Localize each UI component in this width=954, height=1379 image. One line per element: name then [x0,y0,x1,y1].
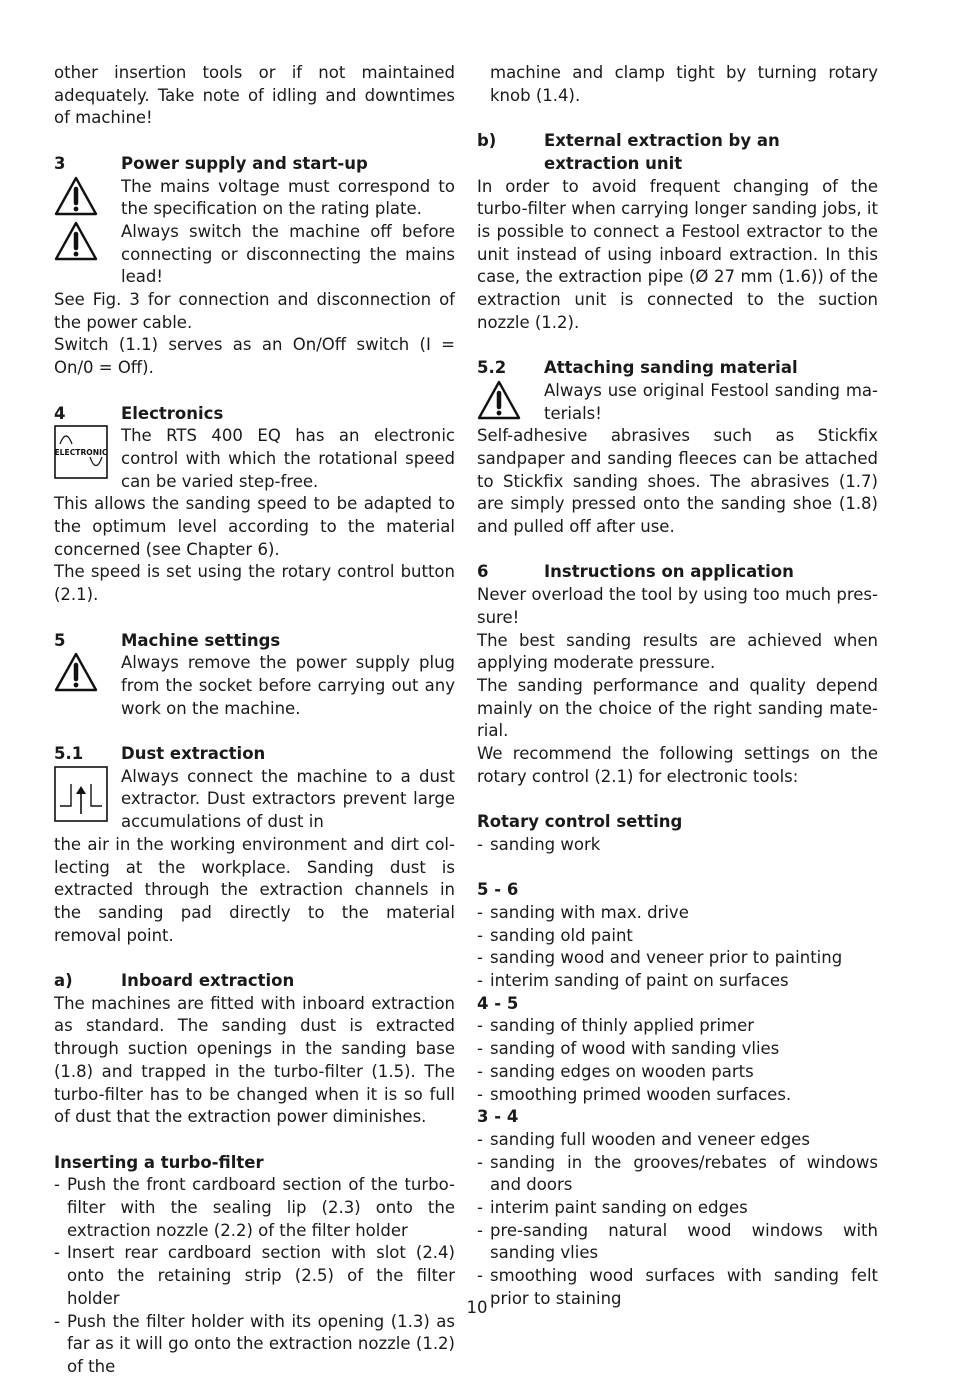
paragraph: See Fig. 3 for connection and disconnection of the power cable. [54,290,455,332]
section-title: Instructions on application [544,562,794,582]
list-item: - Push the front cardboard section of the turbo-filter with the sealing lip (2.3) onto the extraction nozzle (2.2) of the filter holder [54,1174,455,1242]
list-item: - sanding of wood with sanding vlies [477,1038,878,1061]
list-item: - sanding wood and veneer prior to painting [477,947,878,970]
section-6-heading [477,561,878,584]
paragraph: Always connect the machine to a dust extractor. Dust extractors prevent large accumulations of dust in [121,766,455,832]
section-title: Dust extraction [121,744,266,764]
section-3-heading [54,153,455,176]
list-item: - pre-sanding natural wood windows with sanding vlies [477,1220,878,1265]
paragraph: Switch (1.1) serves as an On/Off switch (I = On/0 = Off). [54,335,455,378]
list-item: - sanding old paint [477,925,878,948]
list-item: - sanding of thinly applied primer [477,1015,878,1038]
list-item: - sanding work [477,834,878,857]
warning-text: Always remove the power supply plug from the socket before carrying out any work on the machine. [121,653,455,718]
section-number: 5 [54,630,66,650]
setting-list [477,902,878,993]
electronic-icon [54,425,121,479]
left-column [54,62,455,1379]
warning-icon [54,221,121,261]
intro-text: other insertion tools or if not maintained adequately. Take note of idling and downtimes of machine! [54,63,455,128]
paragraph: The sanding performance and quality depend mainly on the choice of the right sanding material. [477,675,878,741]
electronic-block [54,425,455,493]
section-number: 5.1 [54,744,84,764]
list-item: - interim paint sanding on edges [477,1197,878,1220]
paragraph: The speed is set using the rotary control button (2.1). [54,562,455,605]
section-title: Machine settings [121,630,281,650]
section-5-heading [54,630,455,653]
section-title: Attaching sanding material [544,358,798,378]
list-item: - Push the filter holder with its opening (1.3) as far as it will go onto the extraction nozzle (1.2) of the [54,1311,455,1379]
list-item: - smoothing primed wooden surfaces. [477,1084,878,1107]
paragraph: This allows the sanding speed to be adapted to the optimum level according to the material concerned (see Chapter 6). [54,494,455,559]
section-b-heading [477,130,878,175]
continued-list-item: machine and clamp tight by turning rotary knob (1.4). [490,63,878,105]
setting-label: 5 - 6 [477,880,519,900]
section-number: 5.2 [477,358,507,378]
warning-block [54,221,455,289]
setting-label: 3 - 4 [477,1107,519,1127]
setting-list [477,1015,878,1106]
section-4-heading [54,403,455,426]
warning-icon [54,176,121,216]
subsection-title: Rotary control setting [477,812,683,832]
rotary-sub-list [477,834,878,857]
paragraph: Self-adhesive abrasives such as Stickfix sandpaper and sanding fleeces can be attached to Stickfix sanding shoes. The abrasives (1.7) are simply pressed onto the sanding shoe (1.8) and pulled off after use. [477,426,878,537]
section-title: Electronics [121,403,224,423]
dust-extraction-block [54,766,455,834]
section-title: Power supply and start-up [121,153,368,173]
paragraph: Never overload the tool by using too much pressure! [477,585,878,627]
section-number: 4 [54,403,66,423]
paragraph: The RTS 400 EQ has an electronic control with which the rotational speed can be varied step-free. [121,426,455,491]
right-column [477,62,878,1311]
section-a-heading [54,970,455,993]
section-number: b) [477,131,497,151]
setting-label: 4 - 5 [477,993,519,1013]
list-item: - Insert rear cardboard section with slot (2.4) onto the retaining strip (2.5) of the filter holder [54,1242,455,1310]
page-number: 10 [466,1298,488,1317]
insert-steps-list [54,1174,455,1378]
warning-text: Always use original Festool sanding materials! [544,380,878,423]
paragraph: The best sanding results are achieved when applying moderate pressure. [477,630,878,673]
list-item: - sanding edges on wooden parts [477,1061,878,1084]
list-item: - sanding with max. drive [477,902,878,925]
section-title: Inboard extraction [121,971,295,991]
section-title: External extraction by an extraction unit [544,131,780,173]
list-item: - sanding in the grooves/rebates of windows and doors [477,1152,878,1197]
warning-icon [477,380,544,420]
section-number: 3 [54,153,66,173]
dust-extraction-icon [54,766,121,822]
warning-text: The mains voltage must correspond to the specification on the rating plate. [121,176,455,219]
paragraph: We recommend the following settings on the rotary control (2.1) for electronic tools: [477,744,878,786]
list-item: - sanding full wooden and veneer edges [477,1129,878,1152]
list-item: - interim sanding of paint on surfaces [477,970,878,993]
warning-block [477,380,878,425]
paragraph: In order to avoid frequent changing of the turbo-filter when carrying longer sanding jobs, it is possible to connect a Festool extractor to the unit instead of using inboard extraction. In this case, the extraction pipe (Ø 27 mm (1.6)) of the extraction unit is connected to the suction nozzle (1.2). [477,176,878,332]
list-item: - smoothing wood surfaces with sanding felt prior to staining [477,1265,878,1310]
warning-block [54,176,455,221]
subsection-title: Inserting a turbo-filter [54,1152,264,1172]
section-number: a) [54,971,73,991]
section-5-1-heading [54,743,455,766]
warning-text: Always switch the machine off before connecting or disconnecting the mains lead! [121,221,455,287]
warning-icon [54,652,121,692]
paragraph: the air in the working environment and dirt collecting at the workplace. Sanding dust is extracted through the extraction channels in the sanding pad directly to the material removal point. [54,834,455,945]
section-number: 6 [477,562,489,582]
warning-block [54,652,455,720]
electronic-icon-label: ELECTRONIC [54,448,108,458]
paragraph: The machines are fitted with inboard extraction as standard. The sanding dust is extracted through suction openings in the sanding base (1.8) and trapped in the turbo-filter (1.5). The turbo-filter has to be changed when it is so full of dust that the extraction power diminishes. [54,993,455,1127]
section-5-2-heading [477,357,878,380]
setting-list [477,1129,878,1311]
